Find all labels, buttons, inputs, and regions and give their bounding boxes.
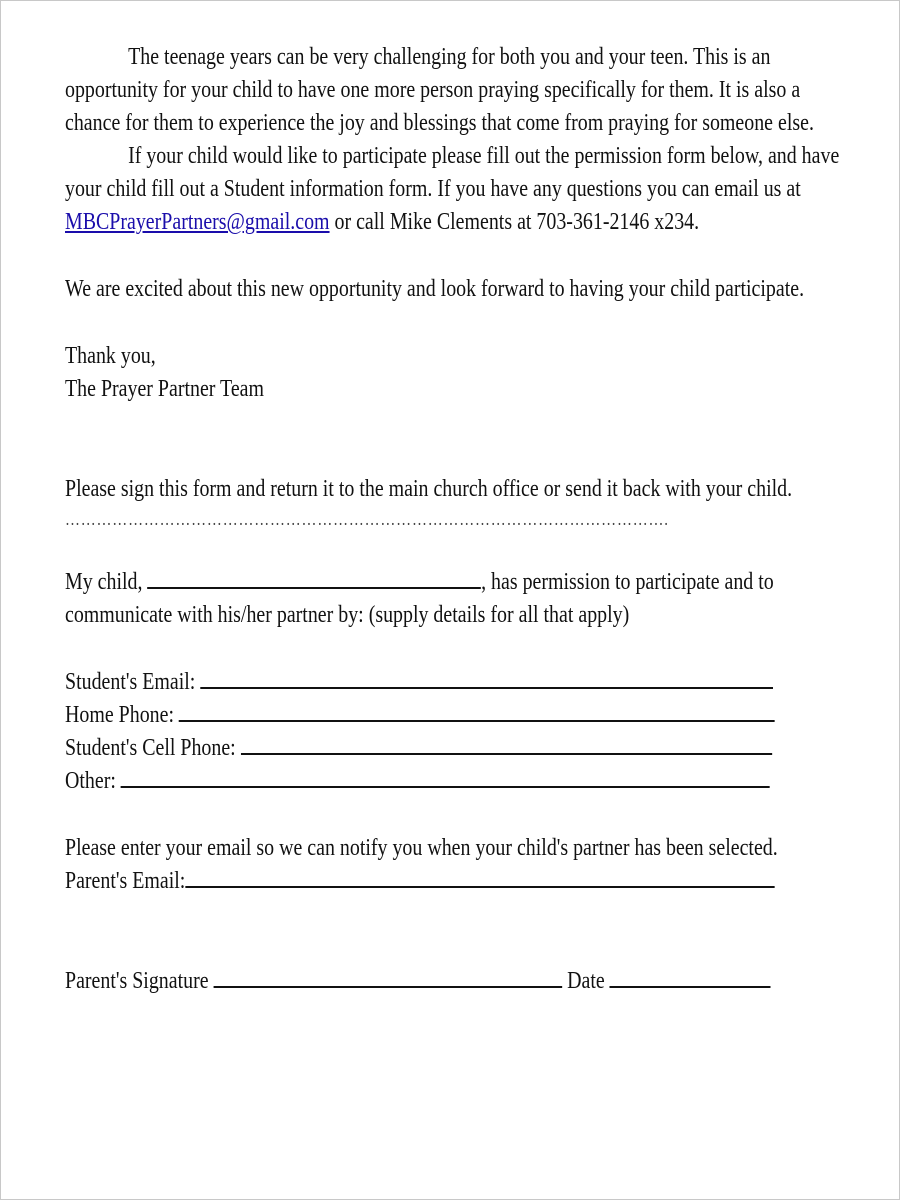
intro-paragraph-2 [65,140,855,239]
letter-body [65,41,855,998]
intro-p1-line2: opportunity for your child to have one more person praying specifically for them. It is also a [65,77,801,103]
student-email-label: Student's Email: [65,669,196,695]
other-field[interactable] [121,766,770,788]
closing-team: The Prayer Partner Team [65,376,265,402]
date-field[interactable] [610,966,771,988]
parent-signature-field[interactable] [214,966,563,988]
date-label: Date [567,968,605,994]
other-row [65,765,855,798]
intro-paragraph-1 [65,41,855,140]
permission-suffix: , has permission to participate and to [481,569,774,595]
return-instruction: Please sign this form and return it to the main church office or send it back with your child. [65,476,793,502]
intro-p1-line1: The teenage years can be very challenging for both you and your teen. This is an [128,44,771,70]
excited-paragraph: We are excited about this new opportunity and look forward to having your child participate. [65,276,805,302]
home-phone-label: Home Phone: [65,702,175,728]
intro-p1-line3: chance for them to experience the joy and blessings that come from praying for someone else. [65,110,814,136]
student-email-row [65,666,855,699]
child-name-field[interactable] [147,567,481,589]
permission-statement [65,566,855,632]
parent-signature-label: Parent's Signature [65,968,209,994]
contact-fields [65,666,855,798]
permission-prefix: My child, [65,569,143,595]
intro-p2-line1: If your child would like to participate please fill out the permission form below, and have [128,143,840,169]
student-email-field[interactable] [200,667,773,689]
notify-text: Please enter your email so we can notify you when your child's partner has been selected. [65,835,778,861]
closing-thanks: Thank you, [65,343,156,369]
cut-line-divider: ……………………………………………………………………………………………………. [65,509,669,529]
other-label: Other: [65,768,116,794]
email-link[interactable]: MBCPrayerPartners@gmail.com [65,209,330,235]
intro-p2-line3-rest: or call Mike Clements at 703-361-2146 x234. [329,209,700,235]
intro-p2-line2: your child fill out a Student information form. If you have any questions you can email us at [65,176,801,202]
home-phone-field[interactable] [179,700,775,722]
signature-row [65,965,855,998]
student-cell-label: Student's Cell Phone: [65,735,236,761]
student-cell-row [65,732,855,765]
parent-email-field[interactable] [185,866,774,888]
permission-line2: communicate with his/her partner by: (supply details for all that apply) [65,602,630,628]
closing-block [65,340,855,406]
parent-email-label: Parent's Email: [65,868,186,894]
notify-block [65,832,855,898]
home-phone-row [65,699,855,732]
student-cell-field[interactable] [241,733,772,755]
